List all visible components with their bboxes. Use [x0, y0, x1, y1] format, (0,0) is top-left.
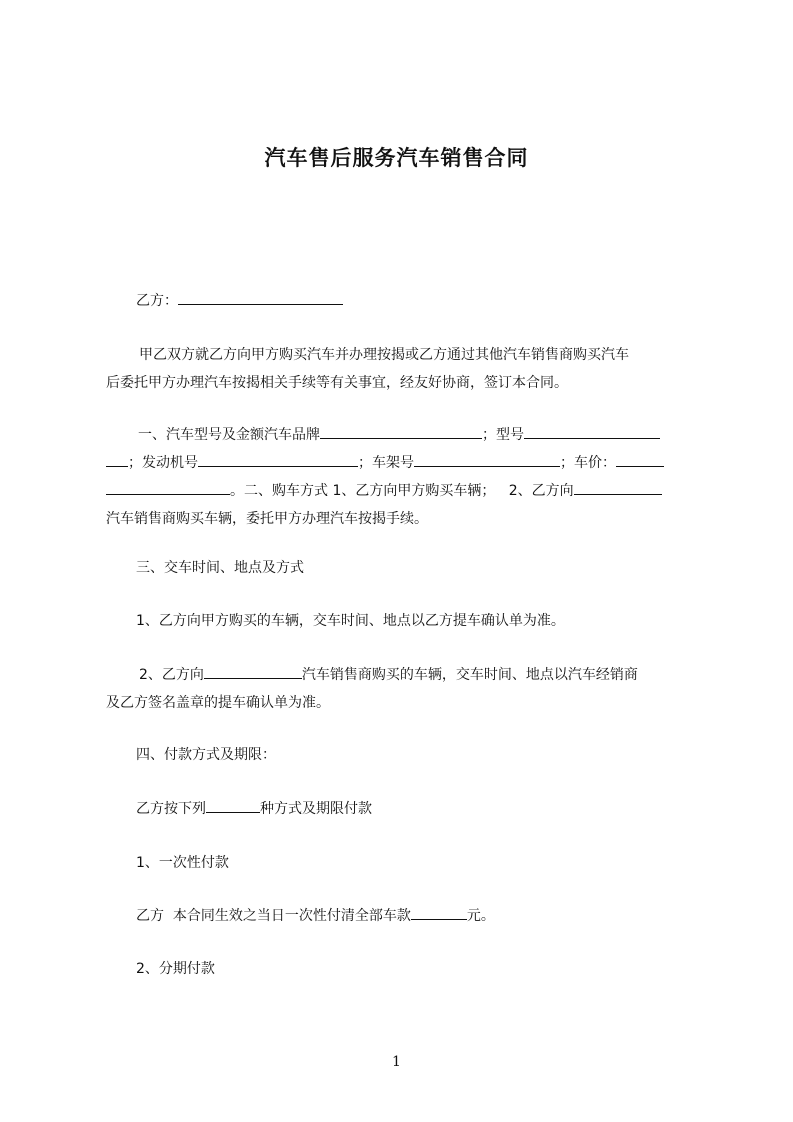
- dealer-blank: [574, 480, 662, 495]
- engine-label: ；发动机号: [128, 455, 198, 471]
- choose-label: 乙方按下列: [136, 801, 206, 817]
- item2-blank: [204, 664, 302, 679]
- intro-line-2: 后委托甲方办理汽车按揭相关手续等有关事宜，经友好协商，签订本合同。: [106, 375, 568, 391]
- section3-item2-line2: 及乙方签名盖章的提车确认单为准。: [106, 695, 330, 711]
- section3-item2-line1: [139, 661, 737, 689]
- choose-text: 种方式及期限付款: [260, 801, 372, 817]
- section4-item1: 1、一次性付款: [136, 855, 229, 871]
- party-b-line: [136, 287, 734, 315]
- brand-blank: [320, 424, 482, 439]
- intro-line-1: 甲乙双方就乙方向甲方购买汽车并办理按揭或乙方通过其他汽车销售商购买汽车: [139, 347, 629, 363]
- item2-text: 汽车销售商购买的车辆，交车时间、地点以汽车经销商: [301, 667, 638, 683]
- section4-item2: 2、分期付款: [136, 961, 215, 977]
- section4-choose: [136, 795, 734, 823]
- document-title: 汽车售后服务汽车销售合同: [264, 146, 529, 170]
- model-label: ；型号: [482, 427, 524, 443]
- section1-line-3: [106, 477, 704, 505]
- section4-heading: 四、付款方式及期限：: [136, 747, 276, 763]
- model-blank-cont: [106, 452, 128, 467]
- choose-blank: [206, 798, 260, 813]
- frame-blank: [414, 452, 560, 467]
- section1-line-4: 汽车销售商购买车辆，委托甲方办理汽车按揭手续。: [106, 511, 428, 527]
- item2-label: 2、乙方向: [139, 667, 204, 683]
- lump-sum-blank: [411, 905, 467, 920]
- model-blank: [524, 424, 660, 439]
- section1-line-2: [106, 449, 704, 477]
- section4-item1-text: [136, 902, 734, 930]
- section3-item1: 1、乙方向甲方购买的车辆，交车时间、地点以乙方提车确认单为准。: [136, 613, 565, 629]
- lump-sum-text: 乙方 本合同生效之当日一次性付清全部车款: [136, 908, 411, 924]
- price-blank-cont: [106, 480, 230, 495]
- section1-line-1: [138, 421, 704, 449]
- frame-label: ；车架号: [358, 455, 414, 471]
- section3-heading: 三、交车时间、地点及方式: [136, 560, 304, 576]
- price-label: ；车价：: [560, 455, 616, 471]
- price-blank: [616, 452, 664, 467]
- page-number: 1: [392, 1054, 401, 1070]
- party-b-label: 乙方：: [136, 293, 178, 309]
- brand-label: 一、汽车型号及金额汽车品牌: [138, 427, 320, 443]
- lump-sum-unit: 元。: [466, 908, 495, 924]
- party-b-blank: [178, 290, 343, 305]
- engine-blank: [198, 452, 358, 467]
- purchase-method-text: 。二、购车方式 1、乙方向甲方购买车辆； 2、乙方向: [230, 483, 574, 499]
